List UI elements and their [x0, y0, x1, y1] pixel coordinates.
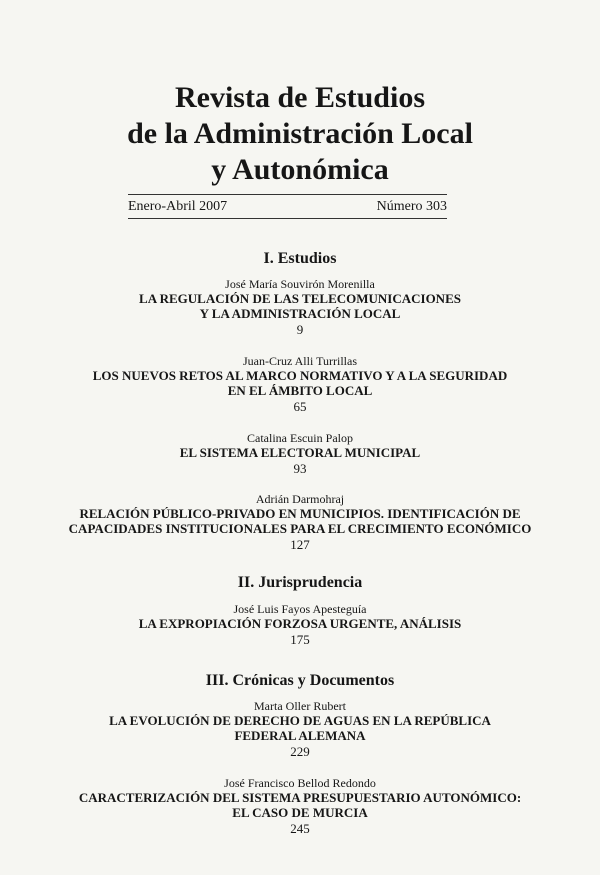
article-page-number: 127: [290, 537, 310, 552]
top-divider: [128, 194, 447, 195]
article-title: [0, 713, 600, 743]
article-title-line: LA EVOLUCIÓN DE DERECHO DE AGUAS EN LA REPÚBLICA: [109, 713, 491, 728]
article-entry: [0, 277, 600, 337]
article-title-line: EL SISTEMA ELECTORAL MUNICIPAL: [179, 445, 421, 460]
issue-number: Número 303: [376, 199, 447, 214]
article-page-number: 245: [290, 821, 310, 836]
article-title-line: LA EXPROPIACIÓN FORZOSA URGENTE, ANÁLISIS: [138, 616, 462, 631]
article-title-line: EL CASO DE MURCIA: [232, 805, 368, 820]
article-author: José Luis Fayos Apesteguía: [233, 602, 367, 616]
article-entry: [0, 776, 600, 836]
journal-title-line: y Autonómica: [211, 153, 389, 186]
article-page-number: 65: [293, 399, 307, 414]
article-page-number: 175: [290, 632, 310, 647]
article-title-line: CAPACIDADES INSTITUCIONALES PARA EL CRECIMIENTO ECONÓMICO: [68, 521, 532, 536]
article-title: [0, 616, 600, 631]
article-author: Marta Oller Rubert: [254, 699, 346, 713]
journal-title-line: Revista de Estudios: [174, 81, 426, 114]
article-title-line: RELACIÓN PÚBLICO-PRIVADO EN MUNICIPIOS. IDENTIFICACIÓN DE: [79, 506, 521, 521]
article-title: [0, 445, 600, 460]
article-page-number: 229: [290, 744, 310, 759]
article-author: José Francisco Bellod Redondo: [224, 776, 376, 790]
article-title: [0, 790, 600, 820]
article-title-line: EN EL ÁMBITO LOCAL: [227, 383, 373, 398]
article-author: Adrián Darmohraj: [255, 492, 345, 506]
article-entry: [0, 492, 600, 552]
article-title-line: LA REGULACIÓN DE LAS TELECOMUNICACIONES: [139, 291, 461, 306]
article-entry: [0, 354, 600, 414]
article-title: [0, 368, 600, 398]
article-title-line: Y LA ADMINISTRACIÓN LOCAL: [199, 306, 401, 321]
issue-period: Enero-Abril 2007: [128, 199, 228, 214]
article-entry: [0, 431, 600, 476]
article-author: José María Souvirón Morenilla: [225, 277, 375, 291]
article-title: [0, 506, 600, 536]
bottom-divider: [128, 218, 447, 219]
article-title-line: FEDERAL ALEMANA: [234, 728, 366, 743]
section-heading-estudios: I. Estudios: [263, 250, 337, 267]
article-page-number: 93: [293, 461, 307, 476]
journal-title: [0, 80, 600, 188]
article-author: Juan-Cruz Alli Turrillas: [242, 354, 357, 368]
issue-info: [128, 198, 447, 215]
article-author: Catalina Escuin Palop: [247, 431, 353, 445]
article-title-line: LOS NUEVOS RETOS AL MARCO NORMATIVO Y A LA SEGURIDAD: [92, 368, 508, 383]
article-entry: [0, 699, 600, 759]
section-heading-cronicas: III. Crónicas y Documentos: [205, 672, 395, 689]
journal-title-line: de la Administración Local: [127, 117, 473, 150]
article-title-line: CARACTERIZACIÓN DEL SISTEMA PRESUPUESTARIO AUTONÓMICO:: [78, 790, 522, 805]
article-entry: [0, 602, 600, 647]
article-page-number: 9: [296, 322, 304, 337]
section-heading-jurisprudencia: II. Jurisprudencia: [237, 574, 363, 591]
article-title: [0, 291, 600, 321]
